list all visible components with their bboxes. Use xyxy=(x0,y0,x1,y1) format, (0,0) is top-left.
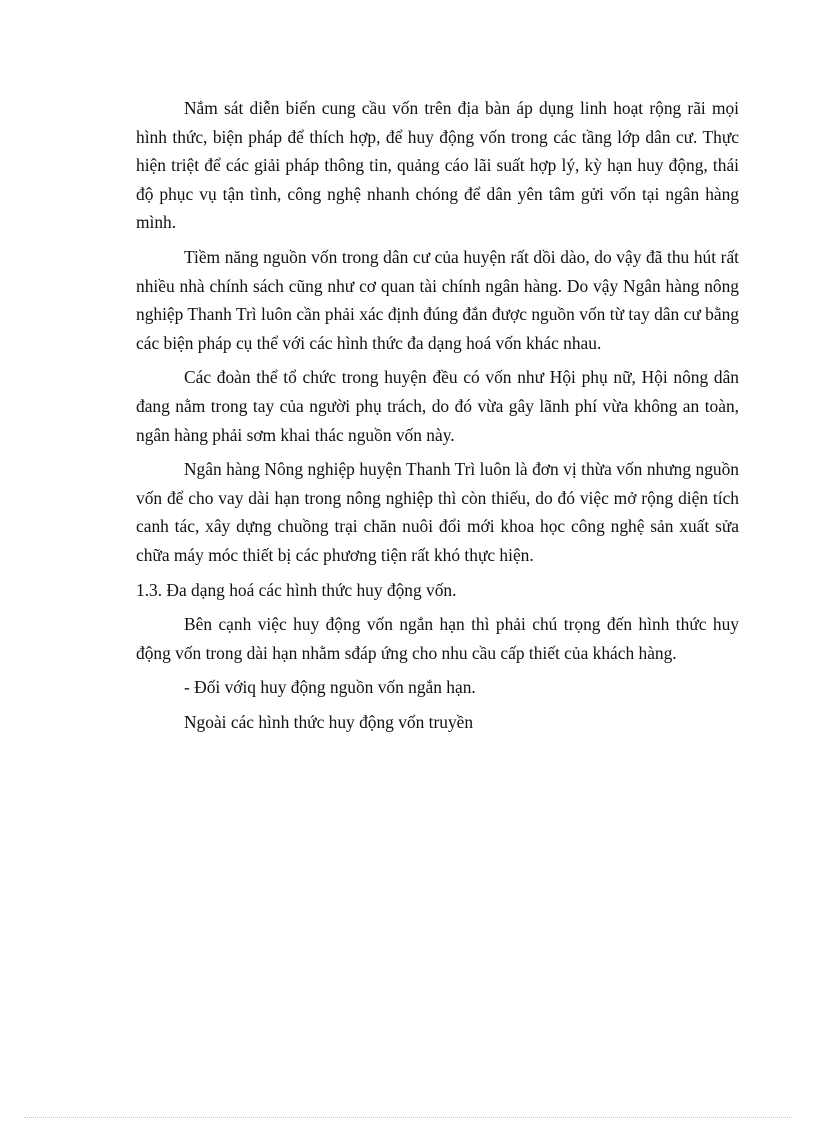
paragraph-mass-organizations: Các đoàn thể tổ chức trong huyện đều có vốn như Hội phụ nữ, Hội nông dân đang nằm trong tay của người phụ trách, do đó vừa gây lãnh phí vừa không an toàn, ngân hàng phải sơm khai thác nguồn vốn này. xyxy=(136,367,739,445)
document-body xyxy=(136,94,739,736)
page-bottom-divider xyxy=(24,1117,792,1118)
paragraph-resident-capital-potential: Tiềm năng nguồn vốn trong dân cư của huyện rất dồi dào, do vậy đã thu hút rất nhiều nhà chính sách cũng như cơ quan tài chính ngân hàng. Do vậy Ngân hàng nông nghiệp Thanh Trì luôn cần phải xác định đúng đắn được nguồn vốn từ tay dân cư bằng các biện pháp cụ thể với các hình thức đa dạng hoá vốn khác nhau. xyxy=(136,246,739,353)
bullet-short-term-mobilization: - Đối vớiq huy động nguồn vốn ngắn hạn. xyxy=(184,677,476,698)
section-heading: 1.3. Đa dạng hoá các hình thức huy động vốn. xyxy=(136,579,457,600)
paragraph-traditional-forms: Ngoài các hình thức huy động vốn truyền xyxy=(184,711,474,732)
paragraph-capital-mobilization: Nắm sát diễn biến cung cầu vốn trên địa bàn áp dụng linh hoạt rộng rãi mọi hình thức, biện pháp để thích hợp, để huy động vốn trong các tầng lớp dân cư. Thực hiện triệt để các giải pháp thông tin, quảng cáo lãi suất hợp lý, kỳ hạn huy động, thái độ phục vụ tận tình, công nghệ nhanh chóng để dân yên tâm gửi vốn tại ngân hàng mình. xyxy=(136,98,739,233)
paragraph-long-term-lending: Ngân hàng Nông nghiệp huyện Thanh Trì luôn là đơn vị thừa vốn nhưng nguồn vốn để cho vay dài hạn trong nông nghiệp thì còn thiếu, do đó việc mở rộng diện tích canh tác, xây dựng chuồng trại chăn nuôi đổi mới khoa học công nghệ sản xuất sửa chữa máy móc thiết bị các phương tiện rất khó thực hiện. xyxy=(136,459,739,565)
paragraph-long-term-mobilization: Bên cạnh việc huy động vốn ngắn hạn thì phải chú trọng đến hình thức huy động vốn trong dài hạn nhằm sđáp ứng cho nhu cầu cấp thiết của khách hàng. xyxy=(136,614,739,663)
